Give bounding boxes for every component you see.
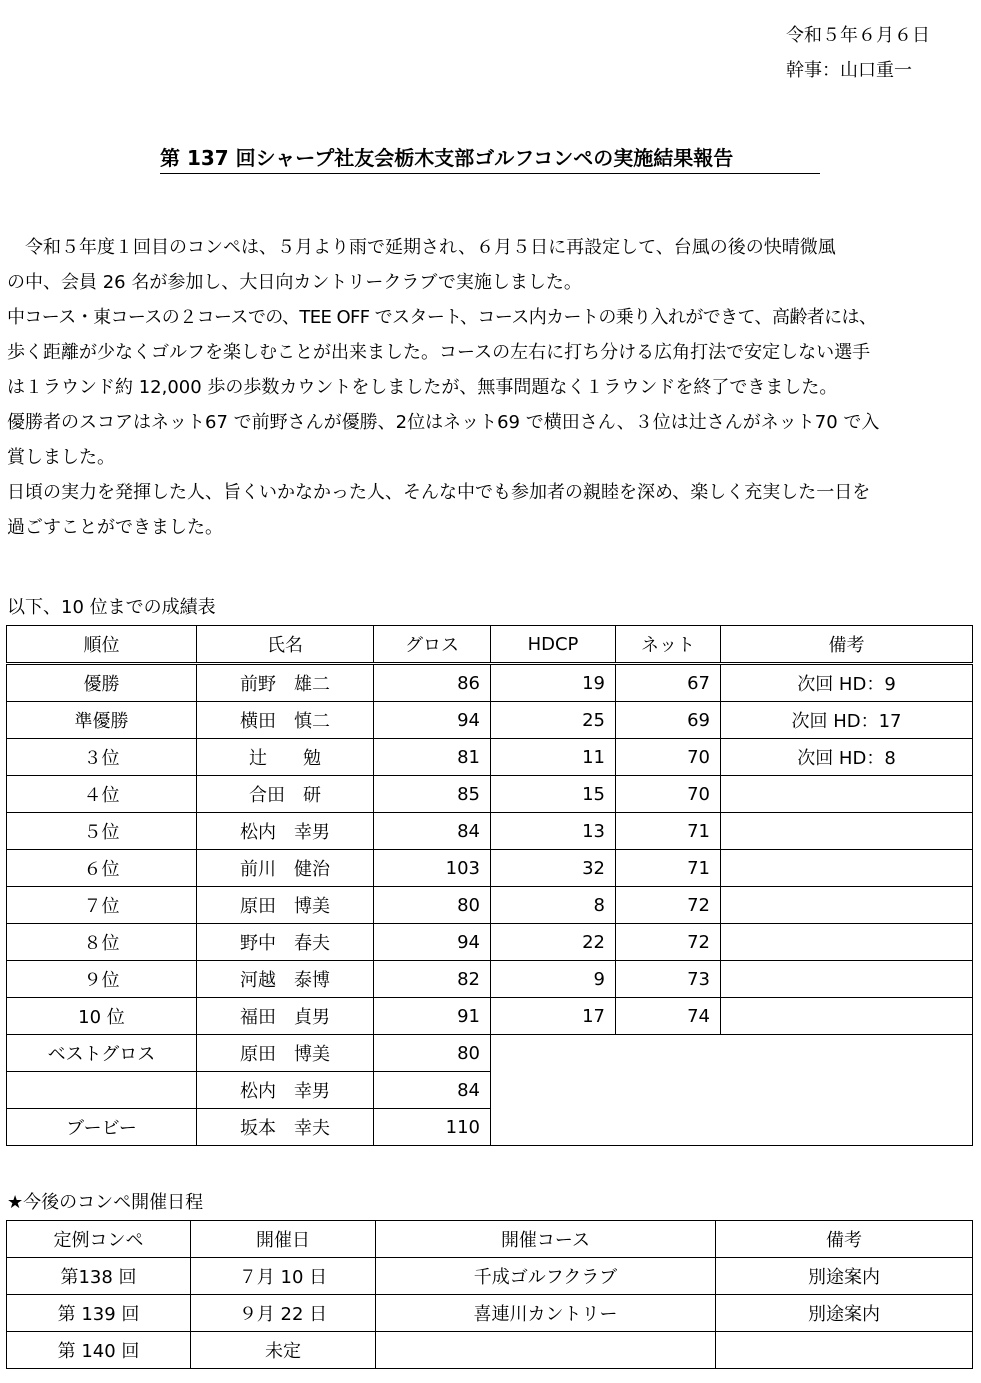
results-header-row [7, 626, 973, 664]
table-cell [721, 813, 973, 850]
table-cell [721, 998, 973, 1035]
schedule-cell: 別途案内 [716, 1258, 973, 1295]
table-cell: ４位 [7, 776, 197, 813]
schedule-cell: 未定 [191, 1332, 376, 1369]
table-cell: 85 [374, 776, 491, 813]
body-line: は１ラウンド約 12,000 歩の歩数カウントをしましたが、無事問題なく１ラウンドを終了できました。 [7, 377, 838, 398]
table-cell: 86 [374, 664, 491, 702]
table-row [7, 1109, 973, 1146]
table-cell: 準優勝 [7, 702, 197, 739]
page-title: 第 137 回シャープ社友会栃木支部ゴルフコンペの実施結果報告 [160, 142, 820, 174]
schedule-cell: 第138 回 [7, 1258, 191, 1295]
table-cell: 優勝 [7, 664, 197, 702]
table-cell: 11 [491, 739, 616, 776]
table-cell: 17 [491, 998, 616, 1035]
report-date: 令和５年６月６日 [786, 25, 930, 46]
schedule-header-row [7, 1221, 973, 1258]
schedule-table [6, 1220, 973, 1369]
table-cell [721, 887, 973, 924]
body-line: 優勝者のスコアはネット67 で前野さんが優勝、2位はネット69 で横田さん、３位は辻さんがネット70 で入 [7, 412, 880, 433]
table-row [7, 887, 973, 924]
blank-area [491, 1109, 973, 1146]
table-cell: 91 [374, 998, 491, 1035]
table-cell: 80 [374, 1035, 491, 1072]
table-cell: 69 [616, 702, 721, 739]
table-row [7, 739, 973, 776]
table-row [7, 813, 973, 850]
table-cell: 70 [616, 739, 721, 776]
table-cell: 72 [616, 887, 721, 924]
table-cell [721, 850, 973, 887]
body-line: 令和５年度１回目のコンペは、５月より雨で延期され、６月５日に再設定して、台風の後の快晴微風 [7, 237, 836, 258]
table-cell: ３位 [7, 739, 197, 776]
schedule-cell: 第 139 回 [7, 1295, 191, 1332]
schedule-cell: 喜連川カントリー [376, 1295, 716, 1332]
table-cell: ベストグロス [7, 1035, 197, 1072]
body-line: 歩く距離が少なくゴルフを楽しむことが出来ました。コースの左右に打ち分ける広角打法で安定しない選手 [7, 342, 871, 363]
table-row [7, 961, 973, 998]
table-cell: 前川 健治 [197, 850, 374, 887]
blank-area [491, 1035, 973, 1109]
header-course: 開催コース [376, 1221, 716, 1258]
schedule-cell: 別途案内 [716, 1295, 973, 1332]
table-cell: 84 [374, 1072, 491, 1109]
header-rank: 順位 [7, 626, 197, 664]
table-cell: 辻 勉 [197, 739, 374, 776]
table-cell: 福田 貞男 [197, 998, 374, 1035]
organizer-name: 幹事：山口重一 [786, 60, 912, 81]
report-body [7, 230, 977, 545]
schedule-cell: ９月 22 日 [191, 1295, 376, 1332]
table-cell: 94 [374, 924, 491, 961]
table-cell: 坂本 幸夫 [197, 1109, 374, 1146]
table-cell: 110 [374, 1109, 491, 1146]
table-cell: 原田 博美 [197, 1035, 374, 1072]
table-cell [721, 961, 973, 998]
table-cell: ８位 [7, 924, 197, 961]
table-cell: 72 [616, 924, 721, 961]
table-cell: 河越 泰博 [197, 961, 374, 998]
table-cell: 9 [491, 961, 616, 998]
schedule-row [7, 1332, 973, 1369]
table-cell [721, 776, 973, 813]
table-cell: ７位 [7, 887, 197, 924]
table-cell [7, 1072, 197, 1109]
table-cell: ブービー [7, 1109, 197, 1146]
table-cell: 71 [616, 850, 721, 887]
body-line: 賞しました。 [7, 447, 115, 468]
header-gross: グロス [374, 626, 491, 664]
table-cell: 8 [491, 887, 616, 924]
results-caption: 以下、10 位までの成績表 [7, 597, 216, 618]
table-cell: 次回 HD：9 [721, 664, 973, 702]
table-cell: 13 [491, 813, 616, 850]
table-cell: 横田 慎二 [197, 702, 374, 739]
table-cell: 103 [374, 850, 491, 887]
table-cell: 25 [491, 702, 616, 739]
table-cell: 前野 雄二 [197, 664, 374, 702]
schedule-cell: ７月 10 日 [191, 1258, 376, 1295]
header-notes: 備考 [716, 1221, 973, 1258]
table-cell: 22 [491, 924, 616, 961]
table-cell: 19 [491, 664, 616, 702]
table-row [7, 850, 973, 887]
body-line: 中コース・東コースの２コースでの、TEE OFF でスタート、コース内カートの乗り入れができて、高齢者には、 [7, 307, 877, 328]
header-competition: 定例コンペ [7, 1221, 191, 1258]
table-cell: 野中 春夫 [197, 924, 374, 961]
header-date: 開催日 [191, 1221, 376, 1258]
header-remarks: 備考 [721, 626, 973, 664]
table-cell [721, 924, 973, 961]
table-cell: 合田 研 [197, 776, 374, 813]
table-cell: ９位 [7, 961, 197, 998]
table-cell: ６位 [7, 850, 197, 887]
table-cell: 32 [491, 850, 616, 887]
table-cell: 94 [374, 702, 491, 739]
table-cell: 82 [374, 961, 491, 998]
table-cell: 15 [491, 776, 616, 813]
table-cell: 84 [374, 813, 491, 850]
header-block [786, 18, 930, 88]
table-row [7, 776, 973, 813]
table-cell: ５位 [7, 813, 197, 850]
table-cell: 10 位 [7, 998, 197, 1035]
table-cell: 80 [374, 887, 491, 924]
table-row [7, 702, 973, 739]
table-cell: 81 [374, 739, 491, 776]
table-cell: 原田 博美 [197, 887, 374, 924]
table-cell: 次回 HD：17 [721, 702, 973, 739]
schedule-cell [716, 1332, 973, 1369]
table-cell: 松内 幸男 [197, 813, 374, 850]
table-row [7, 664, 973, 702]
table-cell: 71 [616, 813, 721, 850]
body-line: 過ごすことができました。 [7, 517, 223, 538]
table-row [7, 924, 973, 961]
table-cell: 次回 HD：8 [721, 739, 973, 776]
results-table [6, 625, 973, 1146]
table-row [7, 998, 973, 1035]
schedule-cell: 第 140 回 [7, 1332, 191, 1369]
header-hdcp: HDCP [491, 626, 616, 664]
schedule-caption: ★今後のコンペ開催日程 [7, 1192, 204, 1213]
table-row [7, 1035, 973, 1072]
table-cell: 松内 幸男 [197, 1072, 374, 1109]
body-line: の中、会員 26 名が参加し、大日向カントリークラブで実施しました。 [7, 272, 582, 293]
schedule-row [7, 1258, 973, 1295]
header-name: 氏名 [197, 626, 374, 664]
schedule-row [7, 1295, 973, 1332]
table-cell: 70 [616, 776, 721, 813]
schedule-cell [376, 1332, 716, 1369]
table-cell: 67 [616, 664, 721, 702]
schedule-cell: 千成ゴルフクラブ [376, 1258, 716, 1295]
header-net: ネット [616, 626, 721, 664]
table-cell: 74 [616, 998, 721, 1035]
table-cell: 73 [616, 961, 721, 998]
body-line: 日頃の実力を発揮した人、旨くいかなかった人、そんな中でも参加者の親睦を深め、楽しく充実した一日を [7, 482, 871, 503]
